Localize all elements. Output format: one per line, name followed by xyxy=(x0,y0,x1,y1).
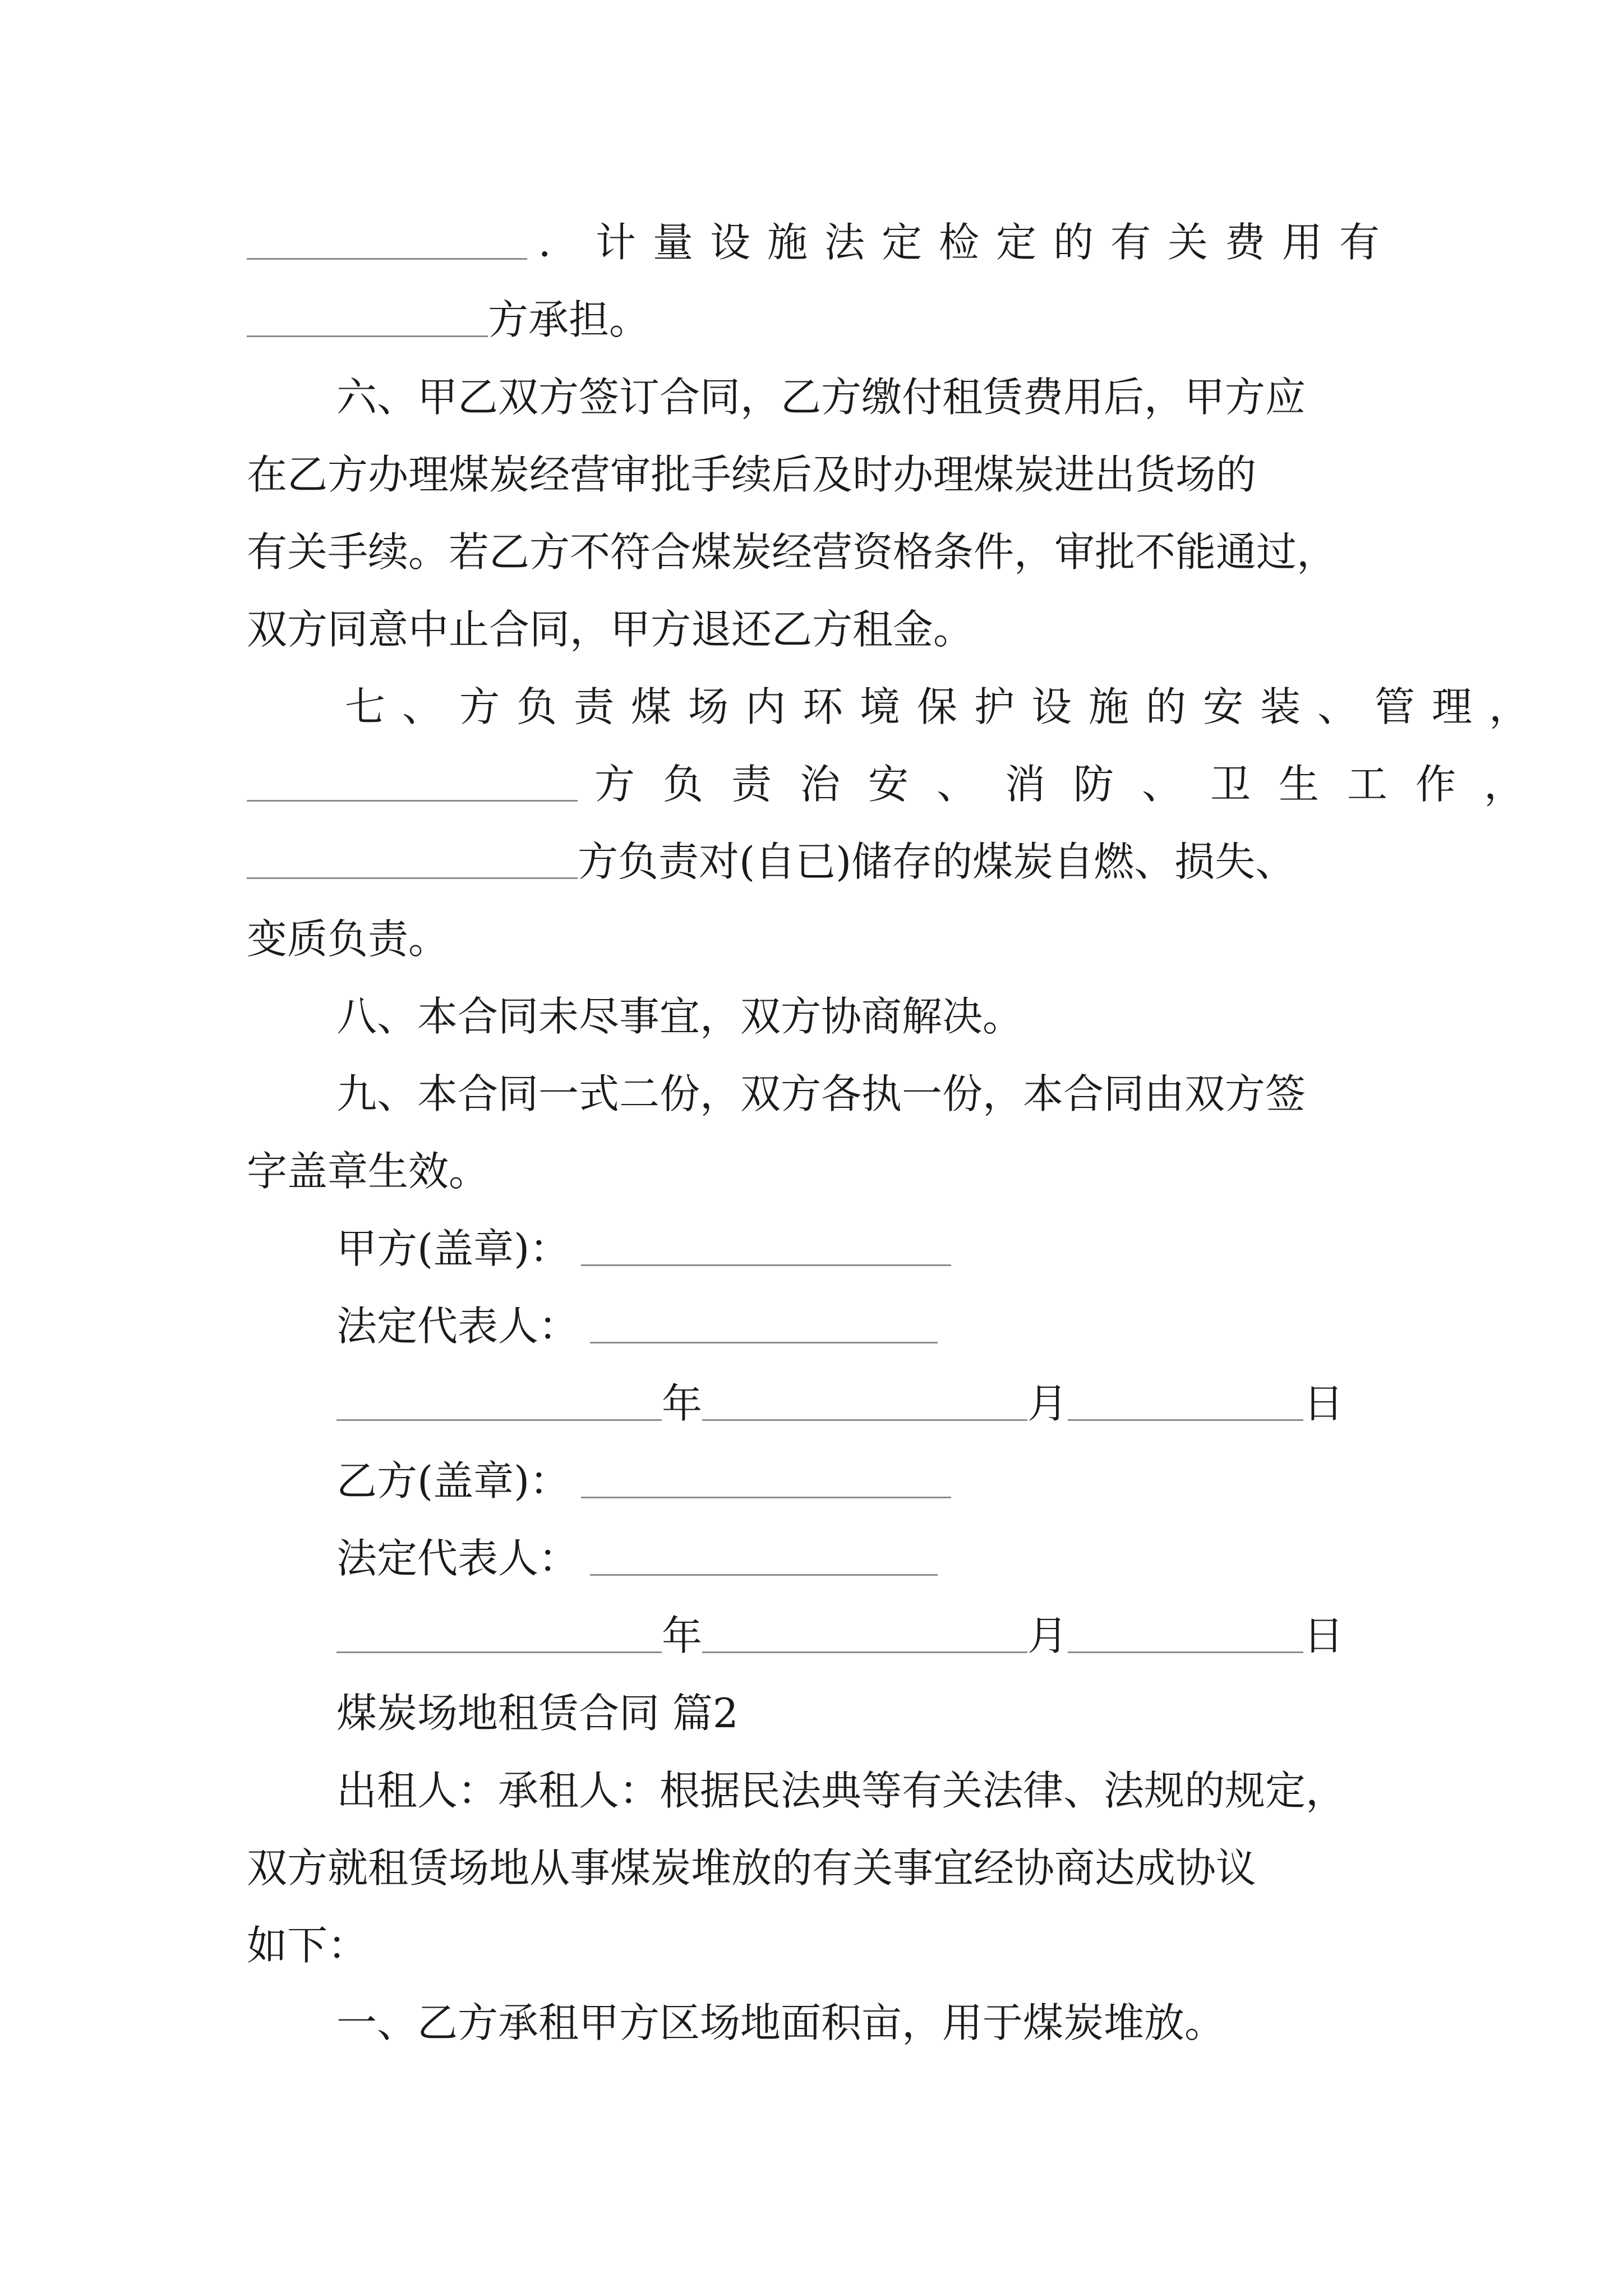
clause-8-line xyxy=(336,983,1023,1050)
clause-9-line xyxy=(247,1138,489,1205)
blank-field xyxy=(247,209,527,260)
month-field xyxy=(702,1370,1027,1421)
blank-field xyxy=(247,751,578,802)
intro-line xyxy=(247,1912,368,1979)
paragraph-text: 方负责对(自已)储存的煤炭自燃、损失、 xyxy=(578,838,1296,885)
blank-field xyxy=(247,828,578,879)
party-a-representative xyxy=(336,1292,938,1360)
day-field xyxy=(1068,1370,1303,1421)
party-a-signature xyxy=(336,1215,951,1282)
paragraph-text: 出租人：承租人：根据民法典等有关法律、法规的规定， xyxy=(336,1767,1347,1814)
paragraph-text: 有关手续。若乙方不符合煤炭经营资格条件，审批不能通过， xyxy=(247,528,1338,576)
paragraph-text: 双方就租赁场地从事煤炭堆放的有关事宜经协商达成协议 xyxy=(247,1844,1257,1892)
month-label: 月 xyxy=(1027,1612,1068,1659)
clause-text: 方承担。 xyxy=(488,296,650,343)
paragraph-text: 八、本合同未尽事宜，双方协商解决。 xyxy=(336,993,1023,1040)
year-label: 年 xyxy=(662,1612,703,1659)
paragraph-text: 变质负责。 xyxy=(247,915,449,963)
paragraph-text: 一、乙方承租甲方区场地面积亩，用于煤炭堆放。 xyxy=(336,1999,1225,2046)
party-b-date xyxy=(336,1602,1344,1669)
text-line xyxy=(247,286,649,353)
party-b-seal-field xyxy=(581,1447,951,1498)
paragraph-text: 双方同意中止合同，甲方退还乙方租金。 xyxy=(247,606,974,653)
clause-6-line xyxy=(247,441,1256,508)
clause-7-line xyxy=(247,751,1552,818)
day-field xyxy=(1068,1602,1303,1653)
clause-text: ．计量设施法定检定的有关费用有 xyxy=(538,219,1397,266)
day-label: 日 xyxy=(1303,1612,1344,1659)
year-label: 年 xyxy=(662,1380,703,1427)
rep-a-field xyxy=(590,1292,938,1343)
intro-line xyxy=(247,1834,1256,1902)
paragraph-text: 如下： xyxy=(247,1922,368,1969)
text-line xyxy=(247,209,1396,276)
month-label: 月 xyxy=(1027,1380,1068,1427)
clause-7-line xyxy=(247,905,449,973)
paragraph-text: 在乙方办理煤炭经营审批手续后及时办理煤炭进出货场的 xyxy=(247,451,1257,498)
clause-7-line xyxy=(345,673,1546,740)
month-field xyxy=(702,1602,1027,1653)
rep-a-label: 法定代表人： xyxy=(336,1303,579,1350)
paragraph-text: 六、甲乙双方签订合同，乙方缴付租赁费用后，甲方应 xyxy=(336,374,1306,421)
paragraph-text: 字盖章生效。 xyxy=(247,1148,490,1195)
paragraph-text: 七、方负责煤场内环境保护设施的安装、管理， xyxy=(345,683,1547,730)
paragraph-text: 方负责治安、消防、卫生工作， xyxy=(594,761,1553,808)
item-1-line xyxy=(336,1989,1225,2056)
clause-6-line xyxy=(247,518,1337,586)
year-field xyxy=(336,1370,662,1421)
clause-6-line xyxy=(336,364,1306,431)
blank-field xyxy=(247,286,488,337)
rep-b-label: 法定代表人： xyxy=(336,1535,579,1582)
intro-line xyxy=(336,1757,1346,1824)
party-a-label: 甲方(盖章)： xyxy=(336,1225,570,1272)
paragraph-text: 九、本合同一式二份，双方各执一份，本合同由双方签 xyxy=(336,1070,1306,1117)
clause-7-line xyxy=(247,828,1295,895)
party-b-representative xyxy=(336,1525,938,1592)
party-b-signature xyxy=(336,1447,951,1515)
party-a-date xyxy=(336,1370,1344,1437)
rep-b-field xyxy=(590,1525,938,1576)
party-b-label: 乙方(盖章)： xyxy=(336,1457,570,1504)
clause-9-line xyxy=(336,1060,1306,1128)
year-field xyxy=(336,1602,662,1653)
day-label: 日 xyxy=(1303,1380,1344,1427)
party-a-seal-field xyxy=(581,1215,951,1266)
heading-text: 煤炭场地租赁合同 篇2 xyxy=(336,1690,739,1737)
section-heading xyxy=(336,1680,739,1747)
clause-6-line xyxy=(247,596,974,663)
